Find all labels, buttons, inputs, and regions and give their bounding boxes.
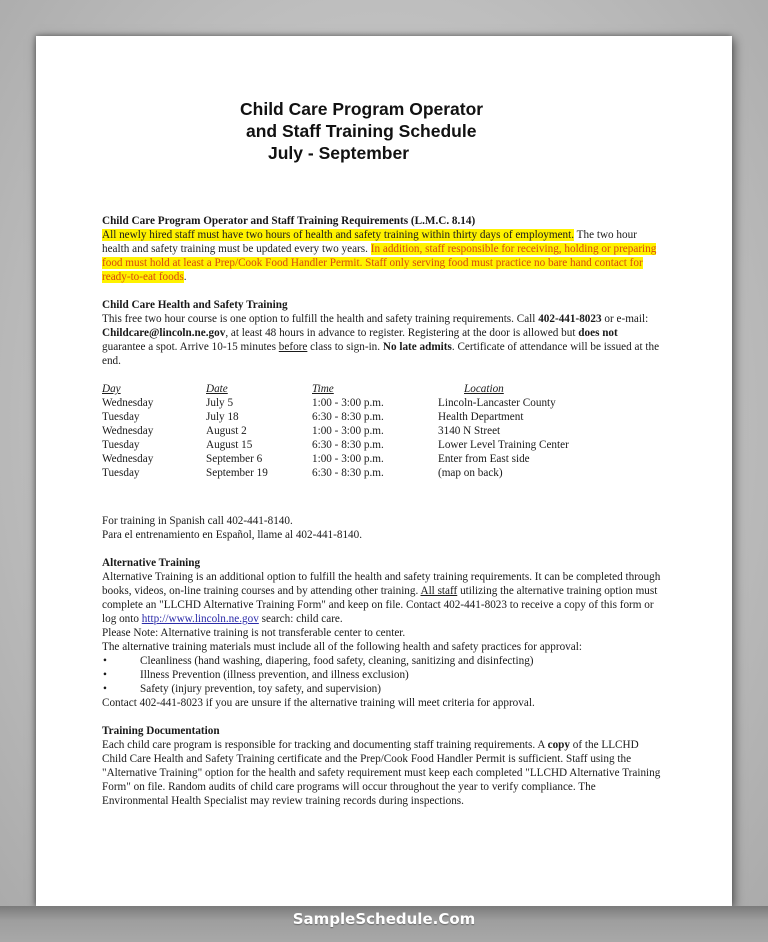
header-location: Location	[464, 383, 504, 395]
requirements-heading: Child Care Program Operator and Staff Training Requirements (L.M.C. 8.14)	[102, 215, 476, 227]
title-line-3: July - September	[268, 143, 410, 163]
before-emphasis: before	[278, 341, 308, 353]
cell-date: September 19	[206, 467, 268, 479]
schedule-table	[102, 382, 618, 480]
phone-number: 402-441-8023	[538, 313, 602, 325]
cell-day: Wednesday	[102, 453, 154, 465]
alternative-training-text	[102, 570, 662, 626]
table-row	[102, 410, 618, 424]
text-fragment: Alternative Training is an additional option to fulfill the health and safety training requirements. It can be completed through books, videos, on-line training courses and by attending other training.	[102, 571, 661, 597]
email-address[interactable]: Childcare@lincoln.ne.gov	[102, 327, 226, 339]
text-fragment: class to sign-in.	[307, 341, 383, 353]
cell-location: Lower Level Training Center	[438, 439, 569, 451]
cell-location: Enter from East side	[438, 453, 530, 465]
requirements-text	[102, 228, 662, 284]
cell-time: 6:30 - 8:30 p.m.	[312, 439, 384, 451]
spanish-line-spanish: Para el entrenamiento en Español, llame al 402-441-8140.	[102, 529, 363, 541]
health-safety-text	[102, 312, 662, 368]
page-title	[240, 98, 483, 164]
cell-location: (map on back)	[438, 467, 503, 479]
cell-day: Tuesday	[102, 411, 140, 423]
documentation-section	[102, 724, 662, 808]
title-line-1: Child Care Program Operator	[240, 99, 484, 119]
requirements-end: .	[183, 271, 187, 283]
cell-location: 3140 N Street	[438, 425, 501, 437]
spanish-line-english: For training in Spanish call 402-441-8140.	[102, 515, 293, 527]
table-row	[102, 438, 618, 452]
cell-time: 1:00 - 3:00 p.m.	[312, 397, 384, 409]
list-item: • Safety (injury prevention, toy safety, and supervision)	[102, 682, 662, 696]
documentation-text	[102, 738, 662, 808]
cell-location: Lincoln-Lancaster County	[438, 397, 556, 409]
copy-emphasis: copy	[547, 739, 570, 751]
cell-date: August 2	[206, 425, 247, 437]
cell-date: July 18	[206, 411, 239, 423]
all-staff-emphasis: All staff	[420, 585, 458, 597]
highlight-food-handler: In addition, staff responsible for receiving, holding or preparing food must hold at least a Prep/Cook Food Handler Permit. Staff only serving food must practice no bare hand contact for ready-to-eat foods	[102, 243, 657, 283]
text-fragment: , at least 48 hours in advance to register. Registering at the door is allowed but	[225, 327, 579, 339]
transfer-note: Please Note: Alternative training is not transferable center to center.	[102, 627, 406, 639]
highlight-new-staff: All newly hired staff must have two hours of health and safety training within thirty days of employment.	[102, 229, 575, 241]
schedule-header-row	[102, 382, 618, 396]
document-page	[36, 36, 732, 906]
cell-day: Tuesday	[102, 439, 140, 451]
contact-note: Contact 402-441-8023 if you are unsure if the alternative training will meet criteria for approval.	[102, 697, 535, 709]
list-item: • Cleanliness (hand washing, diapering, food safety, cleaning, sanitizing and disinfecting)	[102, 654, 662, 668]
cell-day: Wednesday	[102, 397, 154, 409]
cell-date: September 6	[206, 453, 263, 465]
title-line-2: and Staff Training Schedule	[246, 121, 477, 141]
lincoln-website-link[interactable]: http://www.lincoln.ne.gov	[141, 613, 259, 625]
header-day: Day	[102, 383, 121, 395]
cell-time: 6:30 - 8:30 p.m.	[312, 411, 384, 423]
documentation-heading: Training Documentation	[102, 725, 220, 737]
table-row	[102, 452, 618, 466]
text-fragment: utilizing the alternative training option must complete an "LLCHD Alternative Training Form" and keep on file. Contact 402-441-8023 to receive a copy of this form or log onto	[102, 585, 658, 625]
text-fragment: . Certificate of attendance will be issued at the end.	[102, 341, 660, 367]
table-row	[102, 466, 618, 480]
document-body	[102, 214, 662, 808]
no-late-admits: No late admits	[382, 341, 452, 353]
cell-day: Tuesday	[102, 467, 140, 479]
list-item: • Illness Prevention (illness prevention, and illness exclusion)	[102, 668, 662, 682]
requirements-plain: The two hour health and safety training must be updated every two years.	[102, 229, 637, 255]
cell-date: August 15	[206, 439, 253, 451]
text-fragment: search: child care.	[258, 613, 343, 625]
text-fragment: Each child care program is responsible for tracking and documenting staff training requirements. A	[102, 739, 548, 751]
alternative-training-heading: Alternative Training	[102, 557, 201, 569]
cell-location: Health Department	[438, 411, 524, 423]
list-intro: The alternative training materials must include all of the following health and safety practices for approval:	[102, 641, 582, 653]
text-fragment: of the LLCHD Child Care Health and Safety Training certificate and the Prep/Cook Food Handler Permit is sufficient. Staff using the "Alternative Training" option for the health and safety requirement must keep each completed "LLCHD Alternative Training Form" on file. Random audits of child care programs will occur throughout the year to verify compliance. The Environmental Health Specialist may review training records during inspections.	[102, 739, 661, 807]
header-time: Time	[312, 383, 334, 395]
cell-time: 6:30 - 8:30 p.m.	[312, 467, 384, 479]
table-row	[102, 396, 618, 410]
text-fragment: guarantee a spot. Arrive 10-15 minutes	[102, 341, 279, 353]
health-safety-section	[102, 298, 662, 368]
table-row	[102, 424, 618, 438]
health-safety-heading: Child Care Health and Safety Training	[102, 299, 288, 311]
watermark: SampleSchedule.Com	[292, 910, 476, 928]
text-fragment: This free two hour course is one option to fulfill the health and safety training requirements. Call	[102, 313, 539, 325]
does-not-emphasis: does not	[578, 327, 618, 339]
cell-time: 1:00 - 3:00 p.m.	[312, 453, 384, 465]
cell-day: Wednesday	[102, 425, 154, 437]
requirements-section	[102, 214, 662, 284]
practices-list	[102, 654, 662, 696]
text-fragment: or e-mail:	[601, 313, 649, 325]
spanish-section	[102, 514, 662, 542]
cell-time: 1:00 - 3:00 p.m.	[312, 425, 384, 437]
cell-date: July 5	[206, 397, 234, 409]
header-date: Date	[206, 383, 228, 395]
alternative-training-section	[102, 556, 662, 710]
